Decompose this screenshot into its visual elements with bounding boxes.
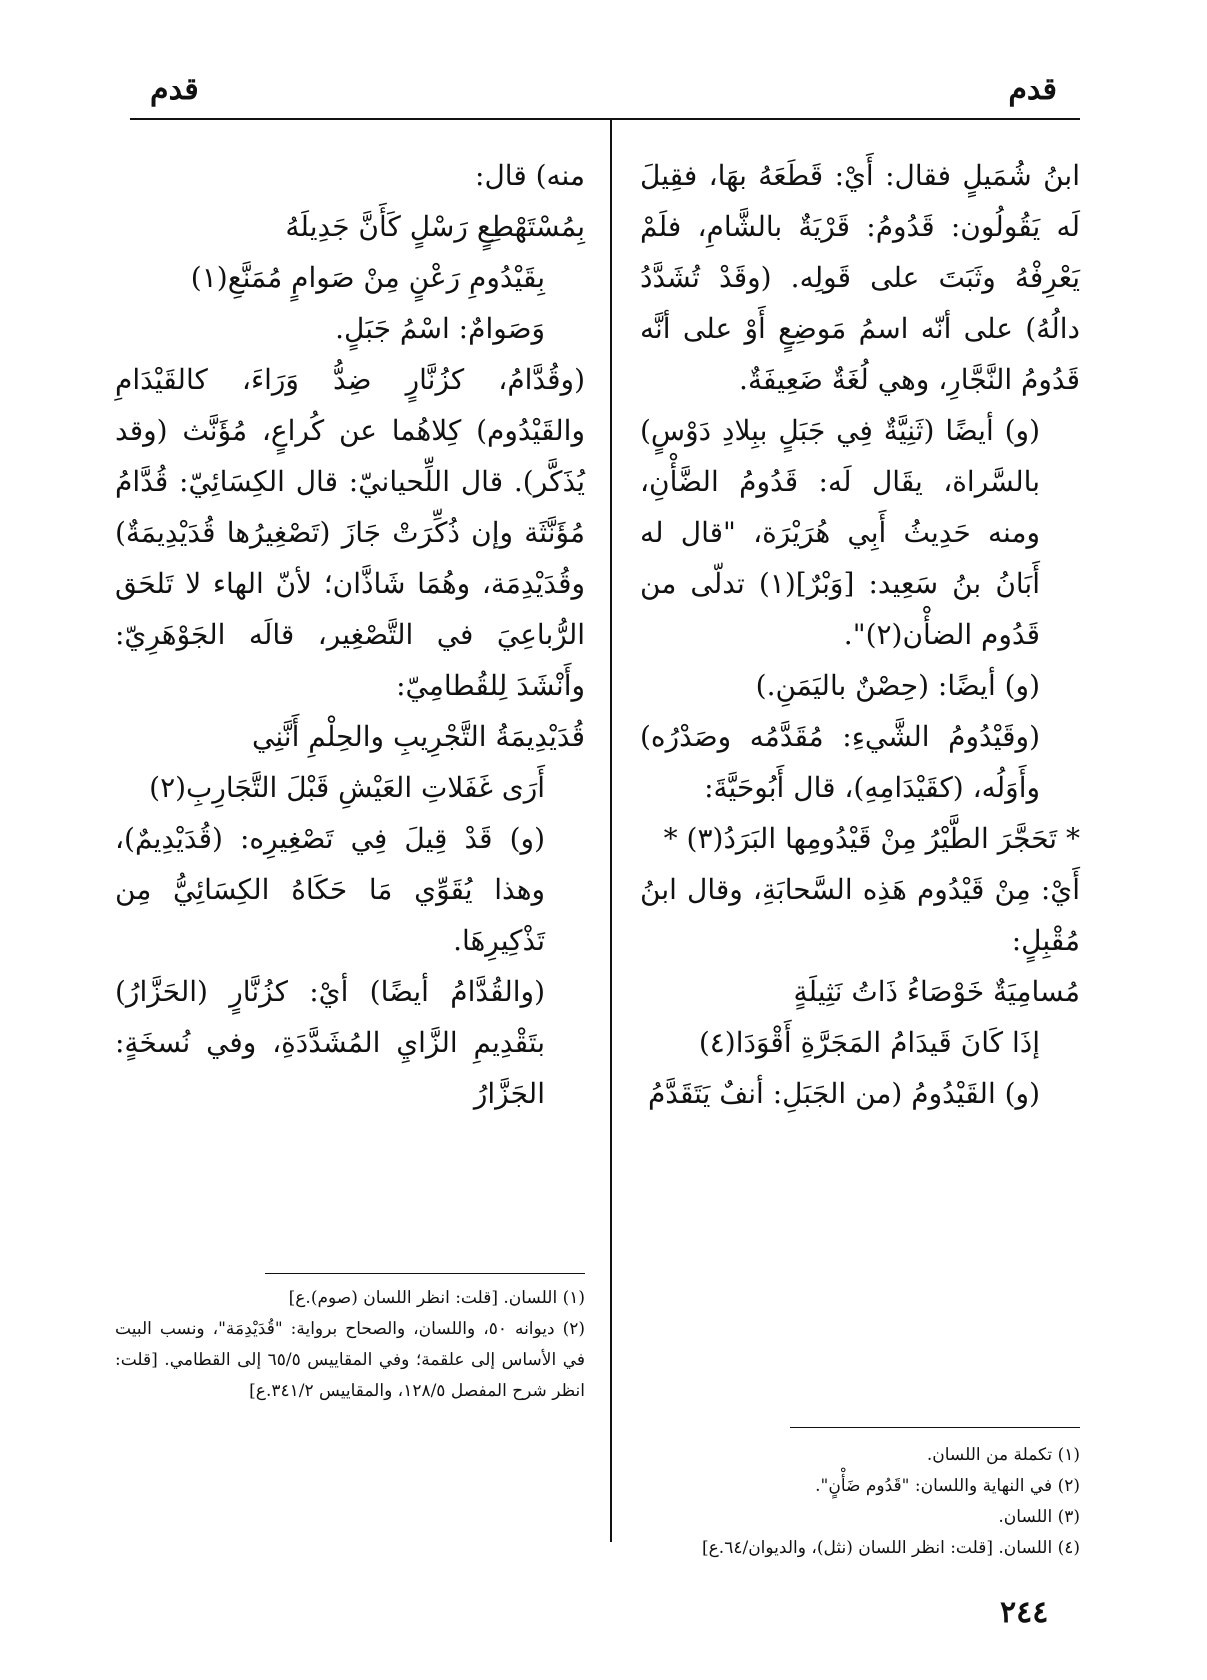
- paragraph: وَصَوامٌ: اسْمُ جَبَلٍ.: [335, 312, 545, 345]
- paragraph: (وقُدَّامُ، كزُنَّارٍ ضِدُّ وَرَاءَ، كالقَيْدَامِ والقَيْدُوم) كِلاهُما عن كُراعٍ، مُؤَنَّث (وقد يُذَكَّر). قال اللِّحيانيّ: قال الكِسَائِيّ: قُدَّامُ مُؤَنَّثَة وإن ذُكِّرَتْ جَازَ (تَصْغِيرُها قُدَيْدِيمَةٌ) وقُدَيْدِمَة، وهُمَا شَاذَّان؛ لأنّ الهاء لا تَلحَق الرُّباعِيَ في التَّصْغِير، قالَه الجَوْهَرِيّ: وأَنْشَدَ لِلقُطامِيّ:: [115, 363, 585, 702]
- paragraph: (و) أيضًا: (حِصْنٌ باليَمَنِ.): [755, 669, 1040, 702]
- verse-line: أَرَى غَفَلاتِ العَيْشِ قَبْلَ التَّجَارِبِ(٢): [149, 771, 545, 804]
- footnote-rule-right: [790, 1427, 1080, 1428]
- footnote-rule-left: [265, 1273, 585, 1274]
- footnotes-right: [640, 1440, 1080, 1564]
- footnote: (٢) في النهاية واللسان: "قَدُوم ضَأْنٍ".: [815, 1476, 1080, 1496]
- footnotes-left: [115, 1283, 585, 1407]
- footnote: (٣) اللسان.: [998, 1507, 1080, 1527]
- running-header-right: قدم: [1008, 72, 1057, 107]
- paragraph: (والقُدَّامُ أيضًا) أيْ: كزُنَّارٍ (الحَزَّارُ) بتَقْدِيمِ الزَّايِ المُشَدَّدَةِ، وفي نُسخَةٍ: الجَزَّارُ: [115, 975, 545, 1110]
- verse-line: بِقَيْدُومِ رَعْنٍ مِنْ صَوامٍ مُمَنَّعِ(١): [190, 261, 545, 294]
- paragraph: (و) أيضًا (ثَنِيَّةٌ فِي جَبَلٍ ببِلادِ دَوْسٍ) بالسَّراة، يقَال لَه: قَدُومُ الضَّأْنِ، ومنه حَدِيثُ أَبِي هُرَيْرَة، "قال له أَبَانُ بنُ سَعِيد: [وَبْرٌ](١) تدلّى من قَدُوم الضأْن(٢)".: [640, 414, 1040, 651]
- paragraph: أَيْ: مِنْ قَيْدُوم هَذِه السَّحابَةِ، وقال ابنُ مُقْبِلٍ:: [640, 873, 1080, 957]
- footnote: (١) تكملة من اللسان.: [926, 1445, 1080, 1465]
- footnote: (١) اللسان. [قلت: انظر اللسان (صوم).ع]: [288, 1288, 585, 1308]
- paragraph: ابنُ شُمَيلٍ فقال: أَيْ: قَطَعَهُ بهَا، فقِيلَ لَه يَقُولُون: قَدُومُ: قَرْيَةٌ بالشَّامِ، فلَمْ يَعْرِفْهُ وثَبَتَ على قَولِه. (وقَدْ تُشَدَّدُ دالُهُ) على أنّه اسمُ مَوضِعٍ أَوْ على أنَّه قَدُومُ النَّجَّارِ، وهي لُغَةٌ ضَعِيفَةٌ.: [640, 159, 1080, 396]
- paragraph: (و) قَدْ قِيلَ فِي تَصْغِيرِه: (قُدَيْدِيمٌ)، وهذا يُقَوِّي مَا حَكَاهُ الكِسَائِيُّ مِن تَذْكِيرِهَا.: [115, 822, 545, 957]
- header-rule: [130, 118, 1080, 120]
- page-number: ٢٤٤: [1000, 1595, 1049, 1630]
- running-header-left: قدم: [150, 72, 199, 107]
- paragraph: منه) قال:: [475, 159, 585, 192]
- verse-line: * تَحَجَّرَ الطَّيْرُ مِنْ قَيْدُومِها البَرَدُ(٣) *: [663, 822, 1080, 855]
- verse-line: مُسامِيَةٌ خَوْصَاءُ ذَاتُ نَثِيلَةٍ: [793, 975, 1080, 1008]
- verse-line: بِمُسْتَهْطِعٍ رَسْلٍ كَأَنَّ جَدِيلَهُ: [285, 210, 585, 243]
- paragraph: (و) القَيْدُومُ (من الجَبَلِ: أنفٌ يَتَقَدَّمُ: [647, 1077, 1040, 1110]
- verse-line: قُدَيْدِيمَةُ التَّجْرِيبِ والحِلْمِ أَنَّنِي: [251, 720, 585, 753]
- footnote: (٤) اللسان. [قلت: انظر اللسان (نثل)، والديوان/٦٤.ع]: [702, 1538, 1080, 1558]
- paragraph: (وقَيْدُومُ الشَّيءِ: مُقَدَّمُه وصَدْرُه) وأَوَلُه، (كقَيْدَامِهِ)، قال أَبُوحَيَّةَ:: [640, 720, 1040, 804]
- right-column: [640, 150, 1080, 1119]
- column-separator: [610, 120, 612, 1542]
- footnote: (٢) ديوانه ٥٠، واللسان، والصحاح برواية: "قُدَيْدِمَة"، ونسب البيت في الأساس إلى علقمة؛ وفي المقاييس ٦٥/٥ إلى القطامي. [قلت: انظر شرح المفصل ١٢٨/٥، والمقاييس ٣٤١/٢.ع]: [115, 1319, 586, 1401]
- left-column: [115, 150, 585, 1119]
- verse-line: إذَا كَانَ قَيدَامُ المَجَرَّةِ أَقْوَدَا(٤): [698, 1026, 1040, 1059]
